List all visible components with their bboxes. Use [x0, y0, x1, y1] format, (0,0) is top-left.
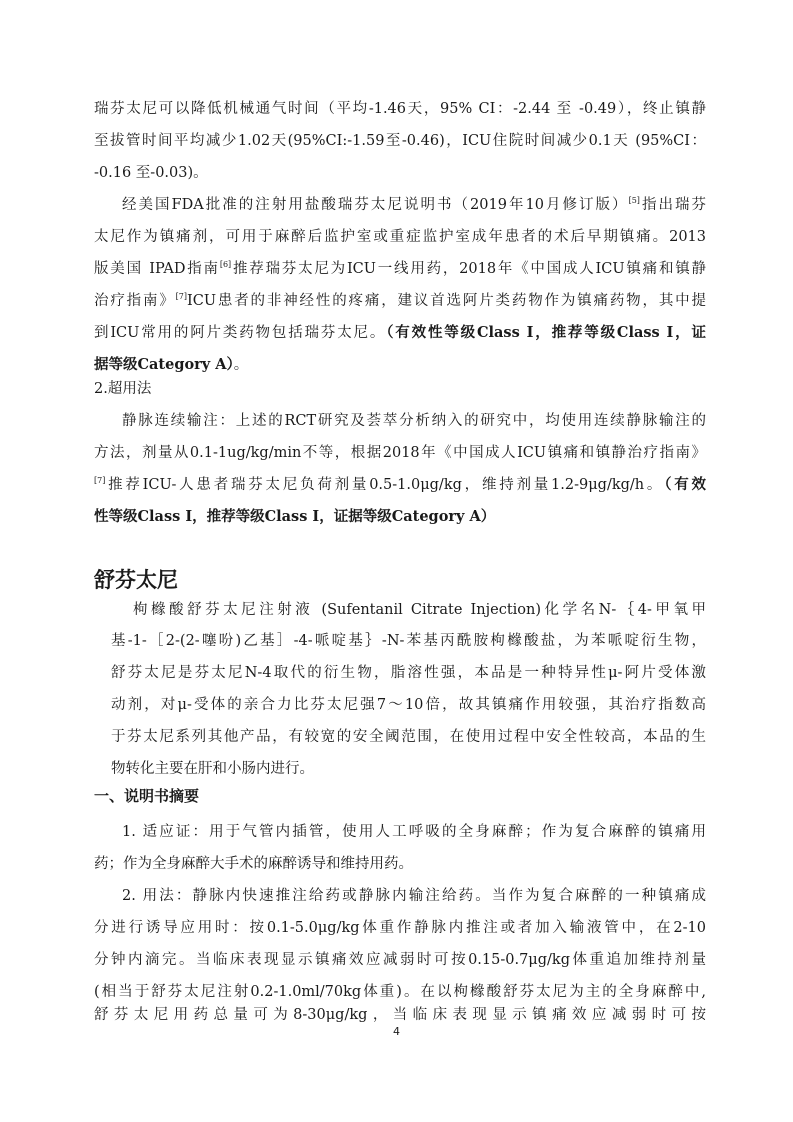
text-run: 推荐ICU-人患者瑞芬太尼负荷剂量0.5-1.0μg/kg，维持剂量1.2-9μg/kg/h。 [105, 477, 665, 493]
text-line: 方法，剂量从0.1-1ug/kg/min不等，根据2018年《中国成人ICU镇痛和镇静治疗指南》 [94, 445, 706, 461]
text-line [94, 259, 706, 279]
citation-ref: [7] [94, 476, 106, 486]
text-run: 治疗指南》 [94, 293, 176, 309]
text-run: 推荐瑞芬太尼为ICU一线用药，2018年《中国成人ICU镇痛和镇静 [231, 261, 707, 277]
section-label: 2.超用法 [94, 381, 152, 397]
text-line: 太尼作为镇痛剂，可用于麻醉后监护室或重症监护室成年患者的术后早期镇痛。2013 [94, 229, 706, 245]
evidence-grade-line: 性等级Class I，推荐等级Class I，证据等级Category A） [94, 508, 496, 525]
text-run: 经美国FDA批准的注射用盐酸瑞芬太尼说明书（2019年10月修订版） [122, 197, 629, 213]
text-line: 2. 用法：静脉内快速推注给药或静脉内输注给药。当作为复合麻醉的一种镇痛成 [122, 888, 706, 904]
text-line: 分钟内滴完。当临床表现显示镇痛效应减弱时可按0.15-0.7μg/kg体重追加维持剂量 [94, 952, 706, 968]
citation-ref: [5] [628, 196, 640, 206]
text-line [122, 195, 706, 215]
text-run: 版美国 IPAD指南 [94, 261, 220, 277]
text-line [94, 323, 706, 343]
text-line: 药；作为全身麻醉大手术的麻醉诱导和维持用药。 [94, 856, 413, 872]
citation-ref: [6] [219, 260, 232, 270]
text-line: (相当于舒芬太尼注射0.2-1.0ml/70kg体重)。在以枸橼酸舒芬太尼为主的全身麻醉中, [94, 984, 706, 1000]
text-line: 枸橼酸舒芬太尼注射液 (Sufentanil Citrate Injection)化学名N-｛4-甲氧甲 [133, 602, 706, 618]
text-line: -0.16 至-0.03)。 [94, 165, 208, 181]
evidence-grade: （有效性等级Class I，推荐等级Class I，证 [386, 324, 707, 341]
text-run: ICU患者的非神经性的疼痛，建议首选阿片类药物作为镇痛药物，其中提 [187, 293, 707, 309]
citation-ref: [7] [175, 292, 188, 302]
text-line [94, 475, 706, 495]
text-line: 1. 适应证：用于气管内插管，使用人工呼吸的全身麻醉；作为复合麻醉的镇痛用 [122, 824, 706, 840]
text-line: 静脉连续输注：上述的RCT研究及荟萃分析纳入的研究中，均使用连续静脉输注的 [122, 413, 706, 429]
text-line [94, 355, 706, 375]
section-heading: 舒芬太尼 [94, 568, 178, 592]
text-line: 分进行诱导应用时：按0.1-5.0μg/kg体重作静脉内推注或者加入输液管中，在2-10 [94, 920, 706, 936]
text-run: 到ICU常用的阿片类药物包括瑞芬太尼。 [94, 325, 387, 341]
text-run: 。 [233, 357, 249, 373]
text-run: 指出瑞芬 [639, 197, 707, 213]
subsection-heading: 一、说明书摘要 [94, 787, 200, 805]
text-line: 舒芬太尼是芬太尼N-4取代的衍生物，脂溶性强，本品是一种特异性μ-阿片受体激 [111, 665, 706, 681]
text-line: 至拔管时间平均减少1.02天(95%CI:-1.59至-0.46)，ICU住院时间减少0.1天 (95%CI： [94, 133, 706, 149]
text-line: 于芬太尼系列其他产品，有较宽的安全阈范围，在使用过程中安全性较高，本品的生 [111, 729, 706, 745]
evidence-grade: （有效 [664, 476, 706, 493]
text-line: 动剂，对μ-受体的亲合力比芬太尼强7～10倍，故其镇痛作用较强，其治疗指数高 [111, 697, 706, 713]
text-line: 基-1-［2-(2-噻吩)乙基］-4-哌啶基｝-N-苯基丙酰胺枸橼酸盐，为苯哌啶衍生物， [111, 633, 706, 649]
page-number: 4 [393, 1025, 400, 1038]
text-line [94, 291, 706, 311]
text-line: 物转化主要在肝和小肠内进行。 [111, 761, 314, 777]
evidence-grade: 据等级Category A） [94, 356, 234, 373]
text-line: 舒芬太尼用药总量可为8-30μg/kg，当临床表现显示镇痛效应减弱时可按 [94, 1007, 706, 1023]
text-line: 瑞芬太尼可以降低机械通气时间（平均-1.46天，95% CI：-2.44 至 -0.49），终止镇静 [94, 101, 706, 117]
